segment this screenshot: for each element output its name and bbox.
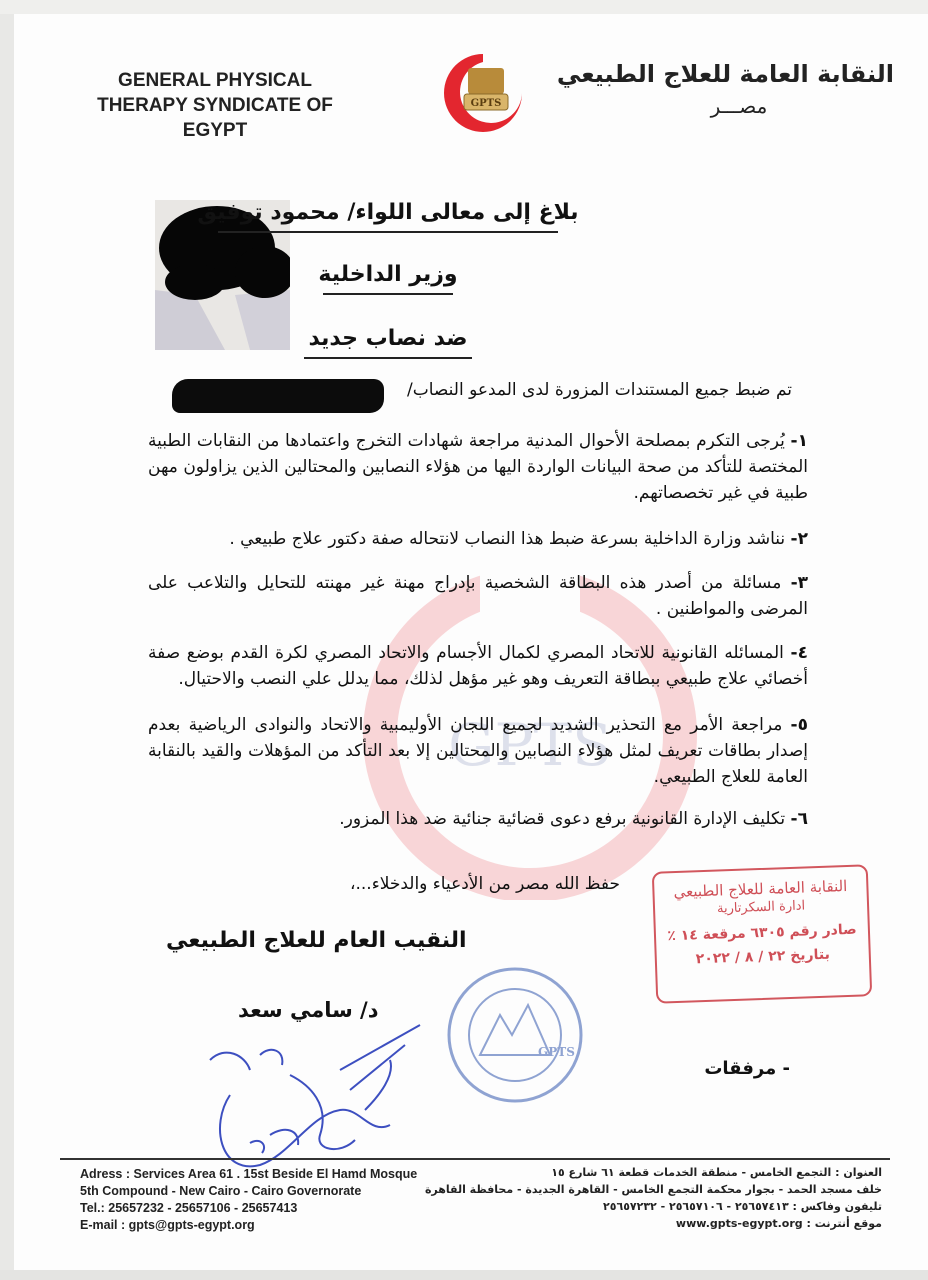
org-name-ar-line1: النقابة العامة للعلاج الطبيعي [556, 60, 894, 88]
list-item [148, 640, 808, 692]
logo-text: GPTS [470, 98, 502, 109]
handwritten-signature [190, 1015, 450, 1180]
footer-ar-line: خلف مسجد الحمد - بجوار محكمة التجمع الخامس - القاهرة الجديدة - محافظة القاهرة [424, 1183, 882, 1196]
footer-en-line: Tel.: 25657232 - 25657106 - 25657413 [80, 1201, 298, 1215]
signer-name: د/ سامي سعد [238, 998, 379, 1022]
secretariat-stamp [652, 864, 872, 1003]
org-name-arabic [556, 56, 894, 120]
item-number: ٤- [790, 643, 808, 663]
gpts-logo [438, 48, 528, 138]
page-top-edge [0, 0, 928, 14]
title-underline [304, 357, 472, 359]
item-number: ٥- [790, 715, 808, 735]
list-item [148, 806, 808, 832]
stamp-line2: ادارة السكرتارية [716, 898, 806, 917]
item-number: ٢- [790, 529, 808, 549]
signer-title: النقيب العام للعلاج الطبيعي [166, 928, 467, 953]
list-item [148, 570, 808, 622]
title-line1: بلاغ إلى معالى اللواء/ محمود توفيق [197, 200, 579, 225]
item-text: المسائله القانونية للاتحاد المصري لكمال الأجسام والاتحاد المصري لكرة القدم بوضع صفة أخصائي علاج طبيعي ببطاقة التعريف وهو غير مؤهل لذلك، مما يدلل علي النصب والاحتيال. [148, 643, 808, 689]
title-underline [218, 231, 558, 233]
list-item [148, 712, 808, 790]
footer-address-english [80, 1166, 417, 1234]
item-number: ١- [790, 431, 808, 451]
intro-text: تم ضبط جميع المستندات المزورة لدى المدعو النصاب/ [406, 380, 792, 400]
stamp-line4: بتاريخ ٢٢ / ٨ / ٢٠٢٢ [695, 946, 831, 968]
item-text: تكليف الإدارة القانونية برفع دعوى قضائية جنائية ضد هذا المزور. [339, 809, 786, 829]
item-text: مسائلة من أصدر هذه البطاقة الشخصية بإدراج مهنة غير مهنته للتحايل والتلاعب على المرضى والمواطنين . [148, 573, 808, 619]
item-text: مراجعة الأمر مع التحذير الشديد لجميع اللجان الأوليمبية والاتحاد والنوادى الرياضية بعدم إصدار بطاقات تعريف لمثل هؤلاء النصابين والمحتالين إلا بعد التأكد من المؤهلات والقيد بالنقابة العامة للعلاج الطبيعي. [148, 715, 808, 787]
title-subject [188, 326, 588, 359]
footer-ar-line: العنوان : التجمع الخامس - منطقة الخدمات قطعة ٦١ شارع ١٥ [551, 1166, 882, 1179]
title-addressee [188, 200, 588, 233]
footer-ar-line: موقع أنترنت : www.gpts-egypt.org [675, 1217, 882, 1230]
title-ministry [188, 262, 588, 295]
org-name-en-line: EGYPT [182, 120, 248, 141]
title-underline [323, 293, 453, 295]
stamp-line3: صادر رقم ٦٣٠٥ مرقعة ١٤ ٪ [667, 921, 857, 945]
org-name-ar-line2: مصـــر [710, 94, 768, 118]
title-line3: ضد نصاب جديد [308, 326, 468, 351]
org-name-english [60, 68, 370, 143]
footer-ar-line: تليفون وفاكس : ٢٥٦٥٧٤١٣ - ٢٥٦٥٧١٠٦ - ٢٥٦٥٧٢٣٢ [603, 1200, 882, 1213]
org-name-en-line: THERAPY SYNDICATE OF [97, 95, 333, 116]
attachments-label: - مرفقات [704, 1058, 790, 1079]
title-line2: وزير الداخلية [318, 262, 458, 287]
watermark-text: GPTS [448, 711, 612, 779]
page-bottom-edge [0, 1270, 928, 1280]
item-number: ٣- [790, 573, 809, 593]
list-item [148, 526, 808, 552]
footer-en-line: 5th Compound - New Cairo - Cairo Governorate [80, 1184, 362, 1198]
stamp-line1: النقابة العامة للعلاج الطبيعي [673, 876, 848, 902]
seal-text: GPTS [538, 1045, 575, 1059]
syndicate-seal [440, 960, 590, 1110]
closing-line: حفظ الله مصر من الأدعياء والدخلاء...، [350, 874, 620, 894]
footer-en-line: Adress : Services Area 61 . 15st Beside El Hamd Mosque [80, 1167, 418, 1181]
footer-en-line: E-mail : gpts@gpts-egypt.org [80, 1218, 255, 1232]
footer-divider [60, 1158, 890, 1160]
footer-address-arabic [425, 1164, 882, 1232]
item-text: يُرجى التكرم بمصلحة الأحوال المدنية مراجعة شهادات التخرج واعتمادها من النقابات الطبية المختصة للتأكد من صحة البيانات الواردة اليها من هؤلاء النصابين والمحتالين الذين يزاولون مهن طبية في غير تخصصاتهم. [148, 431, 808, 503]
demands-list [148, 428, 808, 832]
item-number: ٦- [790, 809, 808, 829]
list-item [148, 428, 808, 506]
item-text: نناشد وزارة الداخلية بسرعة ضبط هذا النصاب لانتحاله صفة دكتور علاج طبيعي . [229, 529, 786, 549]
org-name-en-line: GENERAL PHYSICAL [118, 70, 312, 91]
redacted-name [172, 379, 384, 413]
page-left-edge [0, 0, 14, 1280]
